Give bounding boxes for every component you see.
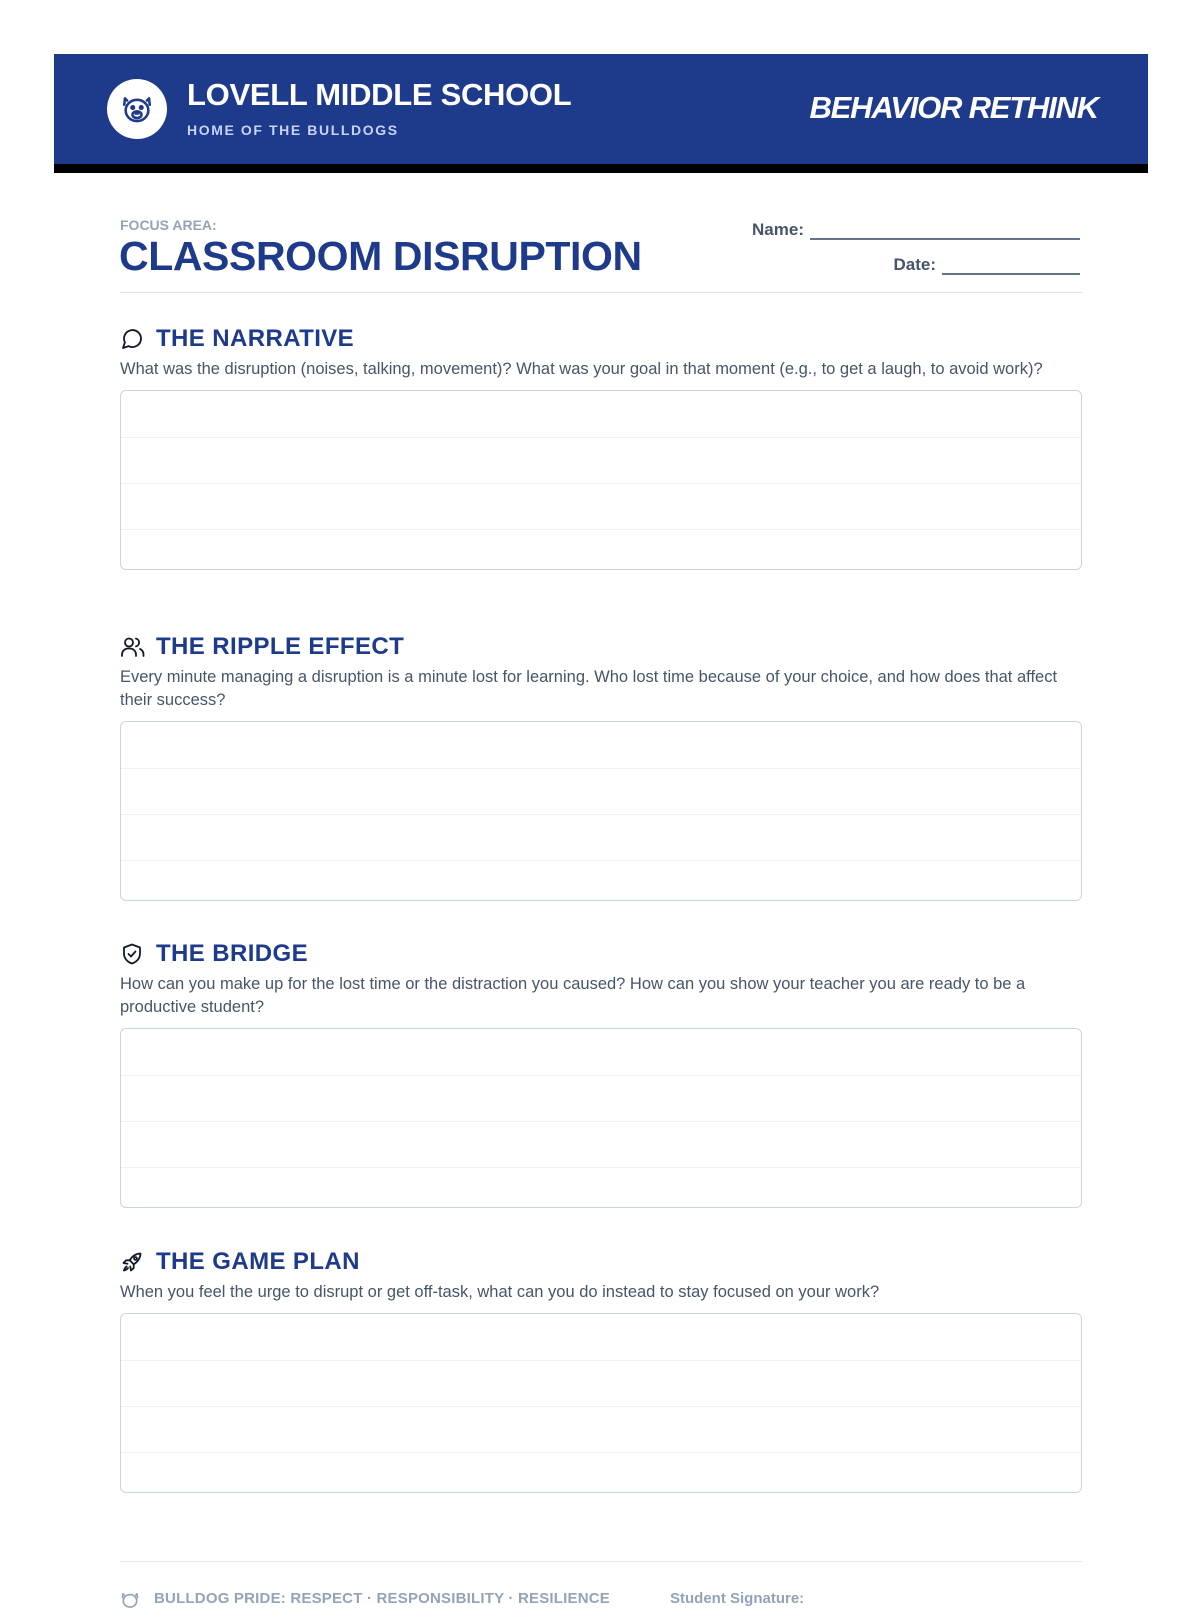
date-field[interactable]: [893, 255, 1080, 275]
bulldog-icon: [120, 1590, 140, 1614]
section-title: THE BRIDGE: [156, 940, 309, 967]
school-banner: [54, 54, 1148, 173]
focus-area-label: FOCUS AREA:: [120, 217, 217, 233]
writing-line: [121, 1167, 1081, 1168]
writing-line: [121, 529, 1081, 530]
rocket-icon: [120, 1249, 146, 1275]
section-title: THE NARRATIVE: [156, 325, 355, 352]
section-header: [120, 939, 1082, 969]
writing-line: [121, 814, 1081, 815]
section-prompt: How can you make up for the lost time or the distraction you caused? How can you show your teacher you are ready to be a productive student?: [120, 975, 1026, 1016]
users-icon: [120, 634, 146, 660]
section-ripple-effect: [120, 632, 1082, 901]
date-line[interactable]: [942, 257, 1080, 275]
school-name: LOVELL MIDDLE SCHOOL: [187, 77, 572, 112]
program-title: BEHAVIOR RETHINK: [809, 90, 1098, 125]
answer-box[interactable]: [120, 721, 1082, 901]
writing-line: [121, 1406, 1081, 1407]
section-header: [120, 324, 1082, 354]
name-field[interactable]: [752, 220, 1080, 240]
header-divider: [120, 292, 1082, 293]
shield-check-icon: [120, 941, 146, 967]
writing-line: [121, 483, 1081, 484]
footer-divider: [120, 1561, 1082, 1562]
footer: [120, 1590, 1082, 1620]
section-game-plan: [120, 1247, 1082, 1493]
section-bridge: [120, 939, 1082, 1208]
writing-line: [121, 860, 1081, 861]
focus-area-title: CLASSROOM DISRUPTION: [119, 233, 642, 279]
section-title: THE GAME PLAN: [156, 1248, 360, 1275]
school-tagline: HOME OF THE BULLDOGS: [187, 122, 399, 138]
writing-line: [121, 1121, 1081, 1122]
footer-motto: BULLDOG PRIDE: RESPECT · RESPONSIBILITY · RESILIENCE: [154, 1590, 610, 1607]
signature-label: Student Signature:: [670, 1590, 805, 1607]
school-logo: [107, 79, 167, 139]
answer-box[interactable]: [120, 1313, 1082, 1493]
writing-line: [121, 1360, 1081, 1361]
writing-line: [121, 437, 1081, 438]
writing-line: [121, 768, 1081, 769]
section-header: [120, 1247, 1082, 1277]
bulldog-icon: [120, 92, 154, 126]
section-header: [120, 632, 1082, 662]
answer-box[interactable]: [120, 1028, 1082, 1208]
answer-box[interactable]: [120, 390, 1082, 570]
date-label: Date:: [893, 255, 936, 274]
speech-bubble-icon: [120, 326, 146, 352]
section-prompt: Every minute managing a disruption is a minute lost for learning. Who lost time because of your choice, and how does that affect their success?: [120, 668, 1058, 709]
name-label: Name:: [752, 220, 804, 239]
writing-line: [121, 1075, 1081, 1076]
writing-line: [121, 1452, 1081, 1453]
section-narrative: [120, 324, 1082, 570]
section-title: THE RIPPLE EFFECT: [156, 633, 405, 660]
section-prompt: What was the disruption (noises, talking, movement)? What was your goal in that moment (e.g., to get a laugh, to avoid work)?: [120, 360, 1043, 378]
section-prompt: When you feel the urge to disrupt or get off-task, what can you do instead to stay focused on your work?: [120, 1283, 880, 1301]
name-line[interactable]: [810, 222, 1080, 240]
